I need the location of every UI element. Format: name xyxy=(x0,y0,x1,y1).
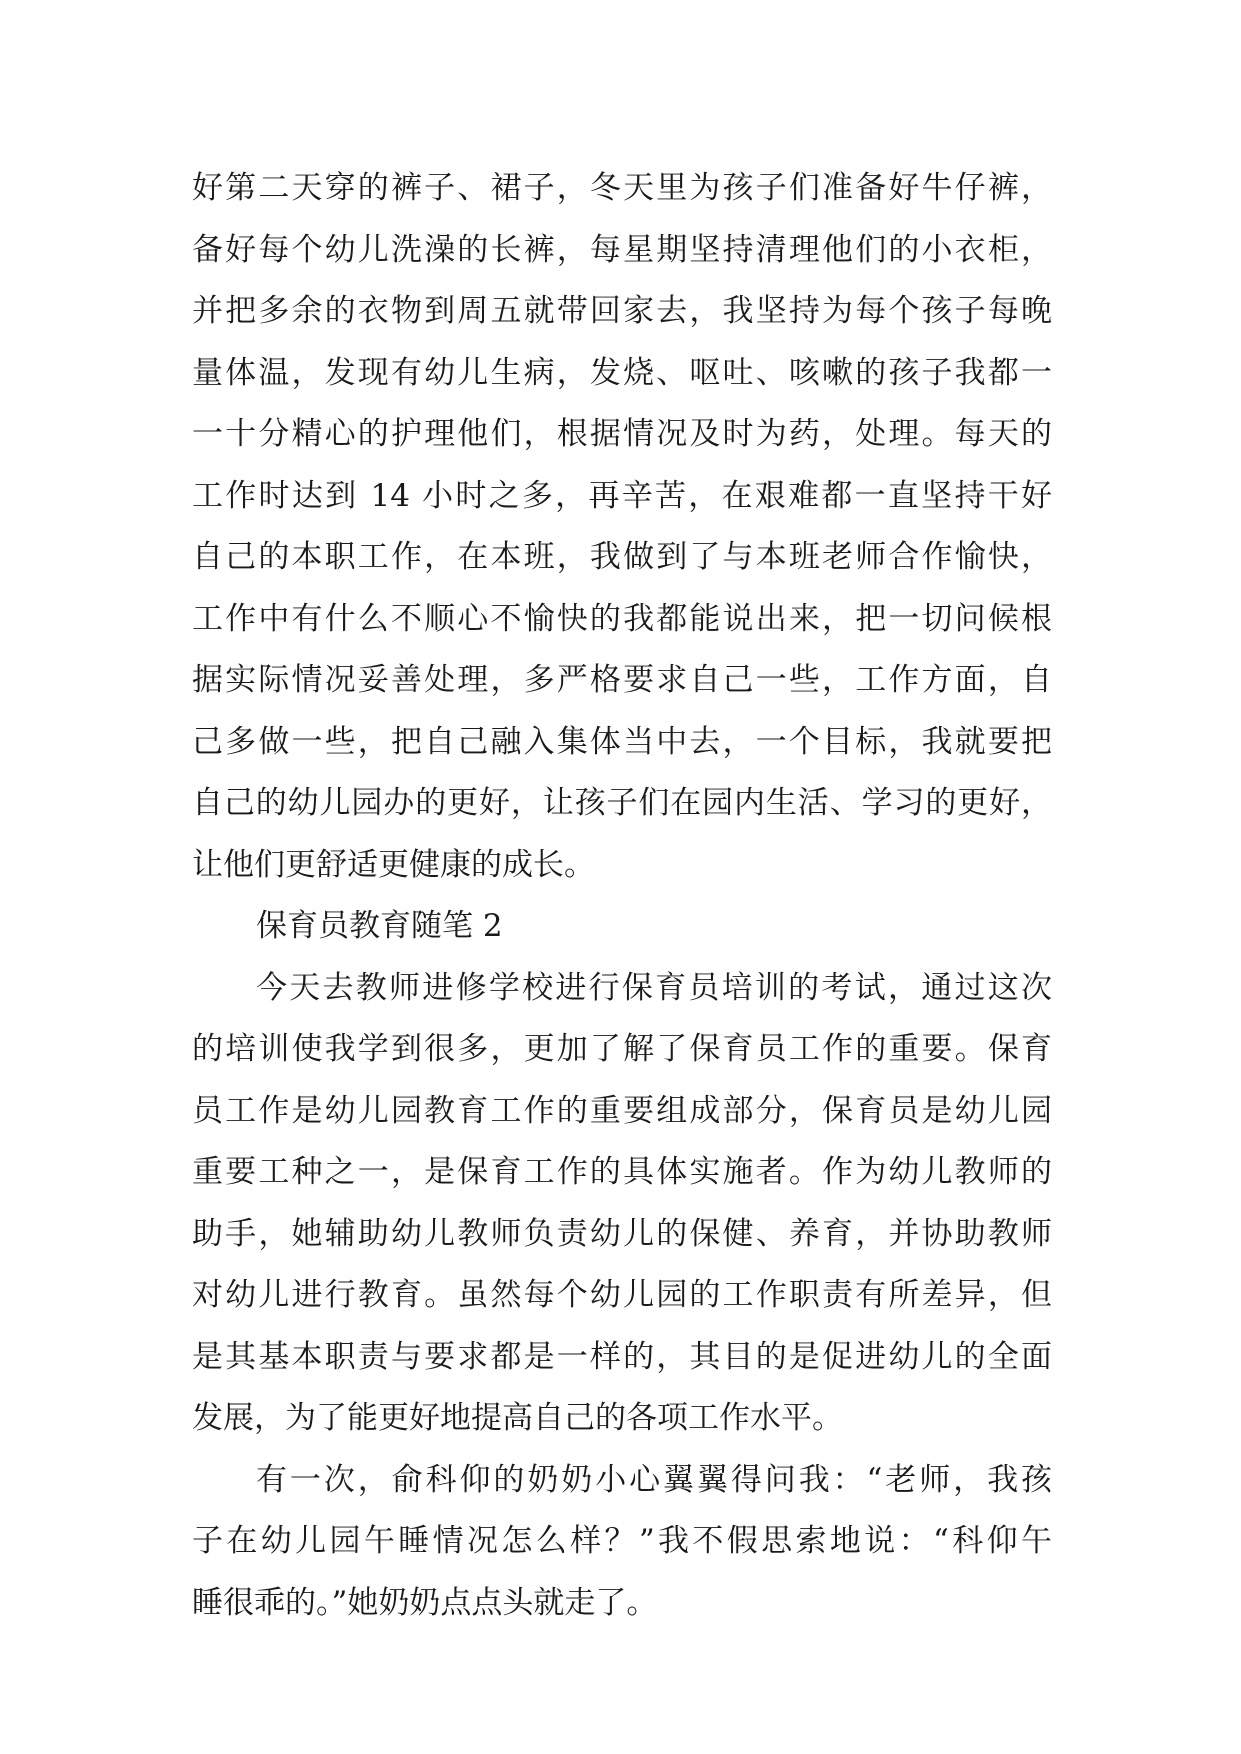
text-line: 一十分精心的护理他们，根据情况及时为药，处理。每天的 xyxy=(192,416,1052,452)
text-line: 让他们更舒适更健康的成长。 xyxy=(192,846,595,883)
text-line: 据实际情况妥善处理，多严格要求自己一些，工作方面，自 xyxy=(192,662,1052,698)
text-line: 有一次，俞科仰的奶奶小心翼翼得问我：“老师，我孩 xyxy=(256,1461,1052,1498)
text-line: 助手，她辅助幼儿教师负责幼儿的保健、养育，并协助教师 xyxy=(192,1215,1052,1252)
text-line: 备好每个幼儿洗澡的长裤，每星期坚持清理他们的小衣柜， xyxy=(192,231,1052,268)
body-text xyxy=(192,158,1052,1634)
text-line: 今天去教师进修学校进行保育员培训的考试，通过这次 xyxy=(256,969,1052,1006)
text-line: 工作中有什么不顺心不愉快的我都能说出来，把一切问候根 xyxy=(192,600,1052,637)
text-line: 己多做一些，把自己融入集体当中去，一个目标，我就要把 xyxy=(192,723,1052,760)
text-line: 量体温，发现有幼儿生病，发烧、呕吐、咳嗽的孩子我都一 xyxy=(192,354,1052,391)
text-line: 对幼儿进行教育。虽然每个幼儿园的工作职责有所差异，但 xyxy=(192,1277,1052,1313)
text-line: 自己的本职工作，在本班，我做到了与本班老师合作愉快， xyxy=(192,539,1052,575)
text-line: 子在幼儿园午睡情况怎么样？”我不假思索地说：“科仰午 xyxy=(192,1523,1052,1559)
section-heading: 保育员教育随笔 2 xyxy=(256,908,503,944)
text-line: 好第二天穿的裤子、裙子，冬天里为孩子们准备好牛仔裤， xyxy=(192,170,1052,206)
text-line: 重要工种之一，是保育工作的具体实施者。作为幼儿教师的 xyxy=(192,1154,1052,1190)
text-line: 工作时达到 14 小时之多，再辛苦，在艰难都一直坚持干好 xyxy=(192,477,1052,514)
text-line: 自己的幼儿园办的更好，让孩子们在园内生活、学习的更好， xyxy=(192,785,1052,821)
text-line: 并把多余的衣物到周五就带回家去，我坚持为每个孩子每晚 xyxy=(192,293,1052,329)
text-line: 的培训使我学到很多，更加了解了保育员工作的重要。保育 xyxy=(192,1031,1052,1067)
text-line: 员工作是幼儿园教育工作的重要组成部分，保育员是幼儿园 xyxy=(192,1092,1052,1129)
text-line: 是其基本职责与要求都是一样的，其目的是促进幼儿的全面 xyxy=(192,1338,1052,1375)
text-line: 睡很乖的。”她奶奶点点头就走了。 xyxy=(192,1584,658,1621)
text-line: 发展，为了能更好地提高自己的各项工作水平。 xyxy=(192,1400,843,1436)
